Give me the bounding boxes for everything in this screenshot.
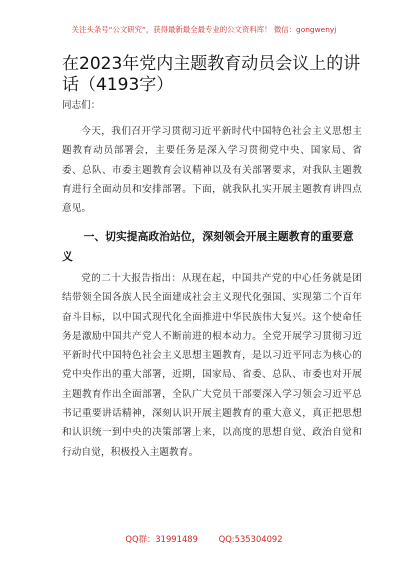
footer-contact [0,533,408,545]
section-heading: 一、切实提高政治站位，深刻领会开展主题教育的重要意义 [62,230,354,263]
footer-qq-group: QQ群：31991489 [125,534,198,544]
intro-paragraph: 今天，我们召开学习贯彻习近平新时代中国特色社会主义思想主题教育动员部署会，主要任务是深入学习贯彻党中央、国家局、省委、总队、市委主题教育会议精神以及有关部署要求，对我队主题教育进行全面动员和安排部署。下面，就我队扎实开展主题教育讲四点意见。 [62,126,362,215]
page-title: 在2023年党内主题教育动员会议上的讲话（4193字） [62,54,361,95]
section-body-paragraph: 党的二十大报告指出：从现在起，中国共产党的中心任务就是团结带领全国各族人民全面建成社会主义现代化强国、实现第二个百年奋斗目标，以中国式现代化全面推进中华民族伟大复兴。这个使命任务是激励中国共产党人不断前进的根本动力。全党开展学习贯彻习近平新时代中国特色社会主义思想主题教育，是以习近平同志为核心的党中央作出的重大部署，近期，国家局、省委、总队、市委也对开展主题教育作出全面部署，全队广大党员干部要深入学习领会习近平总书记重要讲话精神，深刻认识开展主题教育的重大意义，真正把思想和认识统一到中央的决策部署上来，以高度的思想自觉、政治自觉和行动自觉，积极投入主题教育。 [62,273,362,458]
top-banner: 关注头条号“公文研究”，获得最新最全最专业的公文资料库！ 微信：gongwenyj [71,25,337,34]
greeting: 同志们： [62,100,101,111]
footer-qq-number: QQ:535304092 [218,534,283,544]
